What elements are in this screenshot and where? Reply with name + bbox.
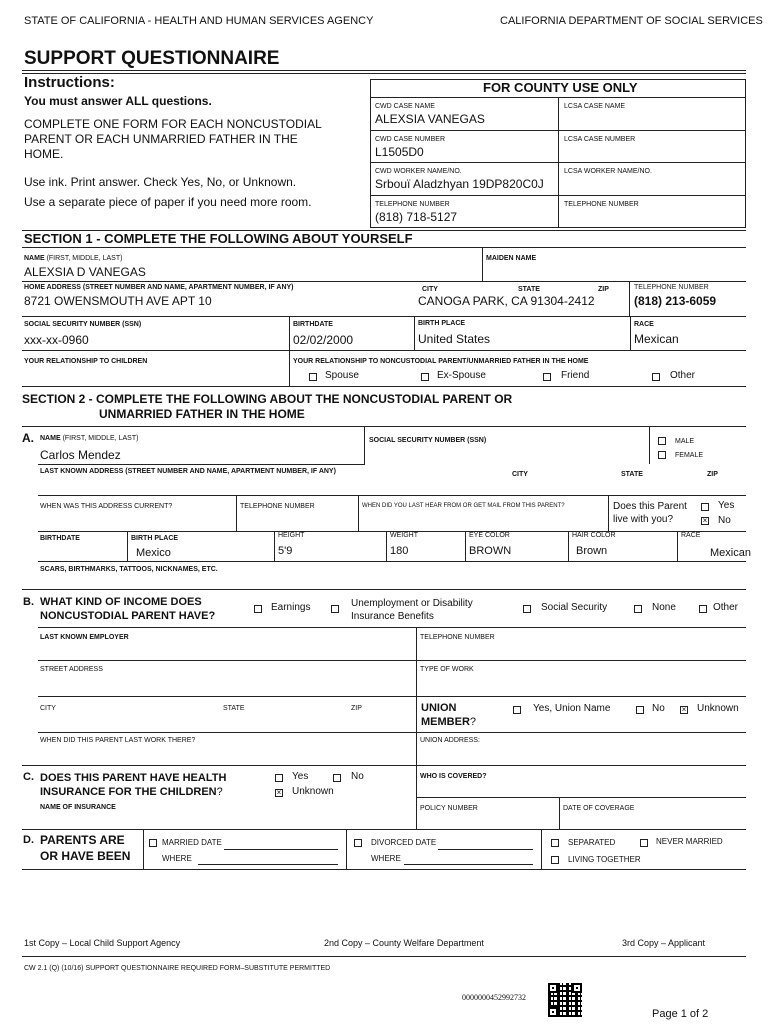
unemployment-label-1: Unemployment or Disability: [351, 598, 473, 609]
cwd-worker[interactable]: Srbouï Aladzhyan 19DP820C0J: [375, 177, 544, 191]
c-question-1: DOES THIS PARENT HAVE HEALTH: [40, 772, 227, 784]
s1-name[interactable]: ALEXSIA D VANEGAS: [24, 265, 146, 279]
live-with-q1: Does this Parent: [613, 501, 687, 512]
married-label: MARRIED DATE: [162, 838, 222, 847]
a-hair[interactable]: Brown: [576, 545, 608, 557]
none-income-checkbox[interactable]: [634, 605, 642, 613]
s1-phone-label: TELEPHONE NUMBER: [634, 284, 709, 291]
social-security-checkbox[interactable]: [523, 605, 531, 613]
footer-copy-1: 1st Copy – Local Child Support Agency: [24, 938, 181, 948]
lcsa-worker-label: LCSA WORKER NAME/NO.: [564, 168, 652, 175]
ex-spouse-label: Ex-Spouse: [437, 370, 486, 381]
divorced-where-label: WHERE: [371, 854, 401, 863]
a-city-label: CITY: [512, 471, 528, 478]
d-question-2: OR HAVE BEEN: [40, 849, 131, 863]
s1-birthplace-label: BIRTH PLACE: [418, 320, 466, 327]
a-phone-label: TELEPHONE NUMBER: [240, 503, 315, 510]
a-birthplace-label: BIRTH PLACE: [131, 535, 179, 542]
part-a-letter: A.: [22, 431, 34, 445]
earnings-label: Earnings: [271, 602, 311, 613]
instructions-heading: Instructions:: [24, 74, 115, 91]
lcsa-phone-label: TELEPHONE NUMBER: [564, 201, 639, 208]
part-b-letter: B.: [23, 596, 34, 608]
social-security-label: Social Security: [541, 602, 608, 613]
agency-name: STATE OF CALIFORNIA - HEALTH AND HUMAN SERVICES AGENCY: [24, 15, 374, 27]
cwd-worker-label: CWD WORKER NAME/NO.: [375, 168, 462, 175]
friend-checkbox[interactable]: [543, 373, 551, 381]
s1-maiden-label: MAIDEN NAME: [486, 255, 537, 262]
s1-ssn[interactable]: xxx-xx-0960: [24, 333, 89, 347]
a-scars-label: SCARS, BIRTHMARKS, TATTOOS, NICKNAMES, ETC.: [40, 566, 218, 573]
a-last-heard-label: WHEN DID YOU LAST HEAR FROM OR GET MAIL FROM THIS PARENT?: [362, 503, 565, 509]
male-checkbox[interactable]: [658, 437, 666, 445]
cwd-phone-label: TELEPHONE NUMBER: [375, 201, 450, 208]
friend-label: Friend: [561, 370, 590, 381]
section1-title: SECTION 1 - COMPLETE THE FOLLOWING ABOUT YOURSELF: [24, 231, 413, 246]
b-phone-label: TELEPHONE NUMBER: [420, 634, 495, 641]
footer-barcode-number: 0000000452992732: [462, 993, 526, 1002]
earnings-checkbox[interactable]: [254, 605, 262, 613]
never-married-checkbox[interactable]: [640, 839, 648, 847]
live-yes-checkbox[interactable]: [701, 503, 709, 511]
instructions-line3: HOME.: [24, 147, 64, 161]
section2-title: SECTION 2 - COMPLETE THE FOLLOWING ABOUT THE NONCUSTODIAL PARENT OR: [22, 392, 513, 406]
a-race[interactable]: Mexican: [710, 547, 751, 559]
s1-birthdate-label: BIRTHDATE: [293, 321, 333, 328]
male-label: MALE: [675, 438, 695, 445]
b-question-1: WHAT KIND OF INCOME DOES: [40, 596, 202, 608]
separated-checkbox[interactable]: [551, 839, 559, 847]
c-question-2: INSURANCE FOR THE CHILDREN?: [40, 786, 223, 798]
spouse-label: Spouse: [325, 370, 359, 381]
b-union-address-label: UNION ADDRESS:: [420, 737, 480, 744]
county-heading: FOR COUNTY USE ONLY: [483, 80, 638, 95]
live-yes-label: Yes: [718, 500, 735, 511]
a-weight[interactable]: 180: [390, 545, 409, 557]
s1-city-state-zip[interactable]: CANOGA PARK, CA 91304-2412: [418, 294, 595, 308]
page-number: Page 1 of 2: [652, 1008, 709, 1020]
d-question-1: PARENTS ARE: [40, 833, 125, 847]
s1-rel-parent-label: YOUR RELATIONSHIP TO NONCUSTODIAL PARENT/UNMARRIED FATHER IN THE HOME: [293, 358, 589, 365]
a-eye-label: EYE COLOR: [469, 532, 510, 539]
a-height[interactable]: 5'9: [278, 545, 293, 557]
a-address-label: LAST KNOWN ADDRESS (STREET NUMBER AND NAME, APARTMENT NUMBER, IF ANY): [40, 468, 336, 475]
form-title: SUPPORT QUESTIONNAIRE: [24, 48, 280, 69]
ex-spouse-checkbox[interactable]: [421, 373, 429, 381]
instructions-line2: PARENT OR EACH UNMARRIED FATHER IN THE: [24, 132, 298, 146]
other-income-label: Other: [713, 602, 739, 613]
b-street-label: STREET ADDRESS: [40, 666, 103, 673]
part-c-letter: C.: [23, 771, 34, 783]
lcsa-case-name-label: LCSA CASE NAME: [564, 103, 626, 110]
insurance-unknown-checkbox[interactable]: ×: [276, 788, 282, 797]
c-covered-label: WHO IS COVERED?: [420, 773, 487, 780]
a-weight-label: WEIGHT: [390, 532, 418, 539]
s1-race-label: RACE: [634, 321, 654, 328]
living-together-checkbox[interactable]: [551, 856, 559, 864]
other-rel-label: Other: [670, 370, 696, 381]
instructions-paper: Use a separate piece of paper if you need more room.: [24, 195, 312, 209]
b-state-label: STATE: [223, 705, 245, 712]
a-state-label: STATE: [621, 471, 643, 478]
s1-zip-label: ZIP: [598, 286, 609, 293]
lcsa-case-number-label: LCSA CASE NUMBER: [564, 136, 636, 143]
a-ssn-label: SOCIAL SECURITY NUMBER (SSN): [369, 437, 487, 444]
s1-birthdate[interactable]: 02/02/2000: [293, 333, 354, 347]
union-unknown-label: Unknown: [697, 703, 739, 714]
a-birthdate-label: BIRTHDATE: [40, 535, 80, 542]
footer-form-id: CW 2.1 (Q) (10/16) SUPPORT QUESTIONNAIRE REQUIRED FORM–SUBSTITUTE PERMITTED: [24, 965, 331, 972]
none-income-label: None: [652, 602, 676, 613]
union-no-checkbox[interactable]: [636, 706, 644, 714]
b-work-type-label: TYPE OF WORK: [420, 666, 474, 673]
divorced-checkbox[interactable]: [354, 839, 362, 847]
a-race-label: RACE: [681, 532, 701, 539]
s1-race[interactable]: Mexican: [634, 332, 679, 346]
b-last-work-label: WHEN DID THIS PARENT LAST WORK THERE?: [40, 737, 196, 744]
live-no-label: No: [718, 515, 731, 526]
divorced-label: DIVORCED DATE: [371, 838, 437, 847]
department-name: CALIFORNIA DEPARTMENT OF SOCIAL SERVICES: [500, 15, 763, 27]
instructions-line1: COMPLETE ONE FORM FOR EACH NONCUSTODIAL: [24, 117, 322, 131]
insurance-yes-checkbox[interactable]: [275, 774, 283, 782]
insurance-yes-label: Yes: [292, 771, 309, 782]
a-when-current-label: WHEN WAS THIS ADDRESS CURRENT?: [40, 503, 173, 510]
never-married-label: NEVER MARRIED: [656, 837, 723, 846]
other-rel-checkbox[interactable]: [652, 373, 660, 381]
cwd-case-number-label: CWD CASE NUMBER: [375, 136, 446, 143]
female-label: FEMALE: [675, 452, 704, 459]
insurance-unknown-label: Unknown: [292, 786, 334, 797]
a-zip-label: ZIP: [707, 471, 718, 478]
union-unknown-checkbox[interactable]: ×: [681, 705, 687, 714]
s1-birthplace[interactable]: United States: [418, 332, 491, 346]
s1-city-label: CITY: [422, 286, 438, 293]
s1-phone[interactable]: (818) 213-6059: [634, 294, 717, 308]
a-eye[interactable]: BROWN: [469, 545, 512, 557]
cwd-case-name-label: CWD CASE NAME: [375, 103, 435, 110]
s1-rel-children-label: YOUR RELATIONSHIP TO CHILDREN: [24, 358, 148, 365]
footer-copy-3: 3rd Copy – Applicant: [622, 938, 706, 948]
spouse-checkbox[interactable]: [309, 373, 317, 381]
c-ins-name-label: NAME OF INSURANCE: [40, 804, 116, 811]
live-with-q2: live with you?: [613, 514, 674, 525]
section2-title-2: UNMARRIED FATHER IN THE HOME: [99, 407, 305, 421]
union-member-2: MEMBER?: [421, 716, 477, 728]
female-checkbox[interactable]: [658, 451, 666, 459]
s1-address-label: HOME ADDRESS (STREET NUMBER AND NAME, APARTMENT NUMBER, IF ANY): [24, 284, 294, 291]
b-question-2: NONCUSTODIAL PARENT HAVE?: [40, 610, 216, 622]
part-d-letter: D.: [23, 834, 34, 846]
instructions-must: You must answer ALL questions.: [24, 94, 212, 108]
insurance-no-checkbox[interactable]: [333, 774, 341, 782]
qr-code-icon: [548, 983, 582, 1017]
b-employer-label: LAST KNOWN EMPLOYER: [40, 634, 129, 641]
s1-address[interactable]: 8721 OWENSMOUTH AVE APT 10: [24, 294, 212, 308]
married-where-label: WHERE: [162, 854, 192, 863]
b-city-label: CITY: [40, 705, 56, 712]
living-together-label: LIVING TOGETHER: [568, 855, 641, 864]
c-coverage-label: DATE OF COVERAGE: [563, 805, 635, 812]
s1-state-label: STATE: [518, 286, 540, 293]
married-checkbox[interactable]: [149, 839, 157, 847]
other-income-checkbox[interactable]: [699, 605, 707, 613]
a-hair-label: HAIR COLOR: [572, 532, 616, 539]
union-member-1: UNION: [421, 702, 457, 714]
c-policy-label: POLICY NUMBER: [420, 805, 478, 812]
a-name[interactable]: Carlos Mendez: [40, 448, 121, 462]
union-yes-checkbox[interactable]: [513, 706, 521, 714]
union-yes-label: Yes, Union Name: [533, 703, 611, 714]
a-birthplace[interactable]: Mexico: [136, 547, 171, 559]
instructions-ink: Use ink. Print answer. Check Yes, No, or Unknown.: [24, 175, 297, 189]
union-no-label: No: [652, 703, 665, 714]
separated-label: SEPARATED: [568, 838, 616, 847]
unemployment-checkbox[interactable]: [331, 605, 339, 613]
b-zip-label: ZIP: [351, 705, 362, 712]
cwd-case-number[interactable]: L1505D0: [375, 145, 424, 159]
a-name-label: NAME (FIRST, MIDDLE, LAST): [40, 435, 139, 442]
s1-ssn-label: SOCIAL SECURITY NUMBER (SSN): [24, 321, 142, 328]
cwd-phone[interactable]: (818) 718-5127: [375, 210, 458, 224]
unemployment-label-2: Insurance Benefits: [351, 611, 434, 622]
s1-name-label: NAME (FIRST, MIDDLE, LAST): [24, 255, 123, 262]
live-no-checkbox[interactable]: ×: [702, 516, 708, 525]
insurance-no-label: No: [351, 771, 364, 782]
footer-copy-2: 2nd Copy – County Welfare Department: [324, 938, 484, 948]
cwd-case-name[interactable]: ALEXSIA VANEGAS: [375, 112, 485, 126]
a-height-label: HEIGHT: [278, 532, 305, 539]
